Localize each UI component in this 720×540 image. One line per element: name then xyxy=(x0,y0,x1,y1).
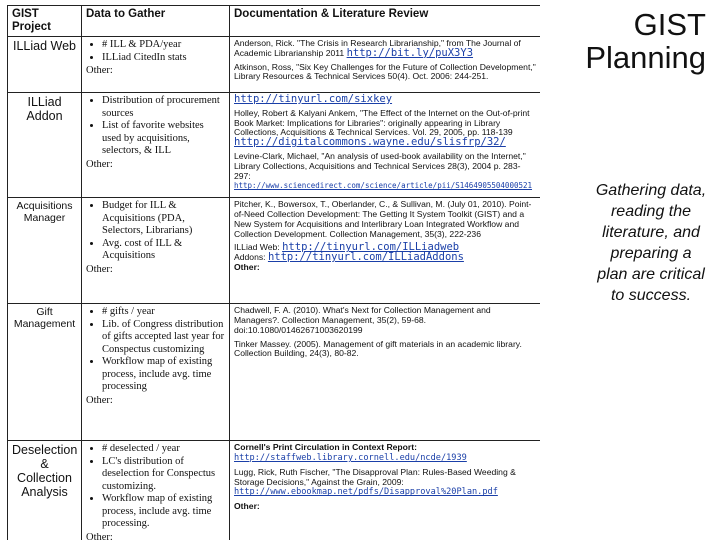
docs-other: Other: xyxy=(234,501,260,512)
gather-item: • List of favorite websites used by acquisitions, selectors, & ILL xyxy=(102,120,225,158)
docs-cell xyxy=(230,198,541,304)
project-cell: ILLiad Addon xyxy=(8,93,82,198)
gather-other: Other: xyxy=(86,158,113,170)
reference-text: Cornell's Print Circulation in Context Report: xyxy=(234,442,417,453)
reference xyxy=(234,200,536,239)
gather-item: • LC's distribution of deselection for Conspectus customizing. xyxy=(102,456,225,494)
docs-cell xyxy=(230,441,541,540)
reference xyxy=(234,95,536,105)
link-line xyxy=(234,253,536,263)
reference xyxy=(234,39,536,59)
title-line: Planning xyxy=(585,40,706,75)
slide-title xyxy=(585,8,706,74)
reference xyxy=(234,152,536,191)
header-project: GIST Project xyxy=(8,6,82,37)
reference-link[interactable]: http://bit.ly/puX3Y3 xyxy=(346,46,474,59)
reference-link[interactable]: http://www.ebookmap.net/pdfs/Disapproval%20Plan.pdf xyxy=(234,487,498,498)
gather-other: Other: xyxy=(86,65,113,76)
reference-link[interactable]: http://staffweb.library.cornell.edu/ncde/1939 xyxy=(234,452,467,463)
gather-cell xyxy=(82,37,230,93)
gather-item: • Avg. cost of ILL & Acquisitions xyxy=(102,238,225,263)
gather-item: • ILLiad CitedIn stats xyxy=(102,52,225,65)
reference xyxy=(234,306,536,335)
gather-cell xyxy=(82,304,230,441)
gather-other: Other: xyxy=(86,394,113,406)
gather-item: • # deselected / year xyxy=(102,443,225,456)
project-cell: Acquisitions Manager xyxy=(8,198,82,304)
link-label: Addons: xyxy=(234,252,266,263)
link-label: ILLiad Web: xyxy=(234,242,280,253)
slide-caption: Gathering data, reading the literature, and preparing a plan are critical to success. xyxy=(595,182,707,304)
gather-cell xyxy=(82,93,230,198)
reference-link[interactable]: http://digitalcommons.wayne.edu/slisfrp/32/ xyxy=(234,136,506,149)
gather-item: • Budget for ILL & Acquisitions (PDA, Selectors, Librarians) xyxy=(102,200,225,238)
reference-text: Chadwell, F. A. (2010). What's Next for Collection Management and Managers?. Collection Management, 35(2), 59-68. doi:10.1080/01462671003620199 xyxy=(234,305,491,335)
reference-text: Levine-Clark, Michael, "An analysis of used-book availability on the Internet," Library Collections, Acquisitions and Technical Services 28(3), 2004 p. 283-297: xyxy=(234,150,526,181)
gather-cell xyxy=(82,198,230,304)
reference-link[interactable]: http://www.sciencedirect.com/science/article/pii/S1464905504000521 xyxy=(234,181,533,191)
reference-text: Tinker Massey. (2005). Management of gift materials in an academic library. Collection Building, 24(3), 80-82. xyxy=(234,338,522,359)
title-line: GIST xyxy=(633,7,706,42)
gather-item: • Workflow map of existing process, include avg. time processing xyxy=(102,356,225,394)
gather-item: • Distribution of procurement sources xyxy=(102,95,225,120)
gather-item: • # ILL & PDA/year xyxy=(102,39,225,52)
gist-planning-table xyxy=(7,5,540,540)
table-row xyxy=(8,304,541,441)
docs-cell xyxy=(230,93,541,198)
table-row xyxy=(8,93,541,198)
header-gather: Data to Gather xyxy=(82,6,230,37)
gather-other: Other: xyxy=(86,263,113,275)
docs-cell xyxy=(230,304,541,441)
reference-text: Anderson, Rick. "The Crisis in Research Librarianship," from The Journal of Academic Librarianship 2011 xyxy=(234,38,521,58)
docs-other: Other: xyxy=(234,261,260,272)
reference xyxy=(234,109,536,148)
reference xyxy=(234,468,536,498)
gather-cell xyxy=(82,441,230,540)
gather-item: • # gifts / year xyxy=(102,306,225,319)
reference-link[interactable]: http://tinyurl.com/sixkey xyxy=(234,93,393,105)
project-cell: ILLiad Web xyxy=(8,37,82,93)
illiad-addons-link[interactable]: http://tinyurl.com/ILLiadAddons xyxy=(267,251,464,264)
gather-item: • Workflow map of existing process, include avg. time processing. xyxy=(102,493,225,531)
reference xyxy=(234,63,536,83)
reference-text: Lugg, Rick, Ruth Fischer, "The Disapproval Plan: Rules-Based Weeding & Storage Decisions," Against the Grain, 2009: xyxy=(234,466,516,487)
illiad-web-link[interactable]: http://tinyurl.com/ILLiadweb xyxy=(282,241,460,254)
gather-other: Other: xyxy=(86,531,113,540)
gist-table xyxy=(7,5,540,540)
header-row xyxy=(8,6,541,37)
gather-item: • Lib. of Congress distribution of gifts accepted last year for Conspectus customizing xyxy=(102,319,225,357)
header-docs: Documentation & Literature Review xyxy=(230,6,541,37)
project-cell: Gift Management xyxy=(8,304,82,441)
reference-text: Pitcher, K., Bowersox, T., Oberlander, C., & Sullivan, M. (July 01, 2010). Point-of-Need Collection Development: The Getting It System Toolkit (GIST) and a New System for Acquisitions and Interlibrary Loan Integrated Workflow and Collection Development. Collection Management, 35(3), 222-236 xyxy=(234,199,532,239)
reference-text: Holley, Robert & Kalyani Ankem, "The Effect of the Internet on the Out-of-print Book Market: Implications for Libraries": originally appearing in Library Collections, Acquisitions & Technical Services. Vol. 29, 2005, pp. 118-139 xyxy=(234,107,530,138)
table-row xyxy=(8,198,541,304)
project-cell: Deselection & Collection Analysis xyxy=(8,441,82,540)
reference xyxy=(234,443,536,464)
docs-cell xyxy=(230,37,541,93)
reference-text: Atkinson, Ross, "Six Key Challenges for the Future of Collection Development," Library Resources & Technical Services 50(4). Oct. 2006: 244-251. xyxy=(234,61,536,82)
table-row xyxy=(8,37,541,93)
reference xyxy=(234,340,536,360)
table-row xyxy=(8,441,541,540)
